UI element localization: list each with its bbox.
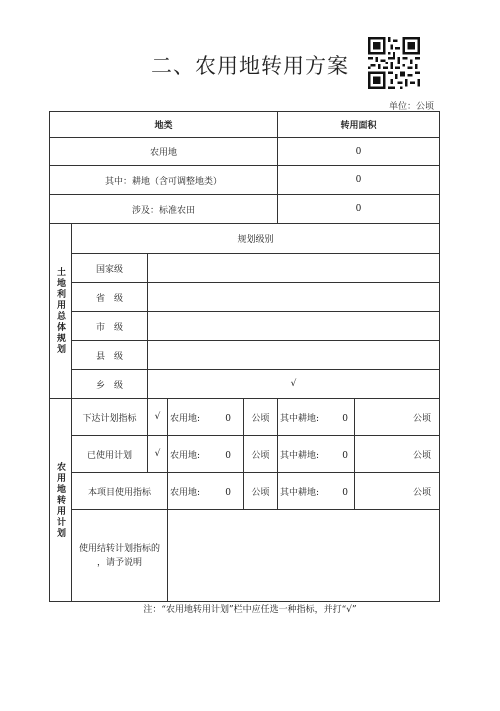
- farmland-value: 0: [225, 413, 231, 424]
- table-row: [50, 312, 440, 341]
- conversion-row-name: 已使用计划: [86, 450, 132, 461]
- farmland-value: 0: [225, 487, 231, 498]
- farmland-unit: 公顷: [244, 399, 278, 436]
- arable-label: 其中耕地:: [280, 487, 320, 498]
- farmland-unit: 公顷: [244, 473, 278, 510]
- table-row: [50, 195, 440, 224]
- farmland-label: 农用地:: [170, 450, 201, 461]
- conversion-row-label: [72, 473, 168, 510]
- plan-level-label: 市 级: [72, 312, 148, 341]
- farmland-value: 0: [225, 450, 231, 461]
- land-row-value: 0: [278, 166, 440, 195]
- header-category: 地类: [50, 112, 278, 138]
- plan-level-label: 国家级: [72, 254, 148, 283]
- land-row-label: 农用地: [50, 138, 278, 166]
- arable-label: 其中耕地:: [280, 413, 320, 424]
- page-title: 二、农用地转用方案: [151, 54, 349, 78]
- footnote: 注：“农用地转用计划”栏中应任选一种指标，并打“√”: [143, 605, 357, 615]
- carryover-note-line-2: ，请予说明: [96, 557, 142, 568]
- plan-level-mark: [148, 312, 440, 341]
- carryover-note-content: [168, 510, 440, 602]
- plan-level-label: 省 级: [72, 283, 148, 312]
- conversion-row-check: √: [148, 399, 168, 436]
- table-row: [50, 283, 440, 312]
- plan-level-label: 乡 级: [72, 370, 148, 399]
- conversion-row-label: [72, 436, 148, 473]
- conversion-row-label: [72, 399, 148, 436]
- plan-level-label: 县 级: [72, 341, 148, 370]
- table-row: [50, 473, 440, 510]
- qr-code-icon: [368, 37, 420, 89]
- table-header-row: [50, 112, 440, 138]
- plan-section-label: 土地利用总体规划: [50, 224, 72, 399]
- conversion-section-label: 农用地转用计划: [50, 399, 72, 602]
- arable-value: 0: [342, 413, 348, 424]
- table-row: [50, 341, 440, 370]
- table-row: [50, 138, 440, 166]
- arable-unit: 公顷: [355, 436, 440, 473]
- conversion-row-check: √: [148, 436, 168, 473]
- arable-unit: 公顷: [355, 399, 440, 436]
- conversion-row-name: 本项目使用指标: [87, 487, 151, 498]
- land-conversion-table: [49, 111, 440, 602]
- table-row: [50, 254, 440, 283]
- conversion-row-name: 下达计划指标: [82, 413, 137, 424]
- header-area: 转用面积: [278, 112, 440, 138]
- farmland-label: 农用地:: [170, 413, 201, 424]
- carryover-note-label: [72, 510, 168, 602]
- plan-header-row: [50, 224, 440, 254]
- plan-level-mark: [148, 341, 440, 370]
- arable-value: 0: [342, 450, 348, 461]
- table-row: [50, 370, 440, 399]
- arable-value: 0: [342, 487, 348, 498]
- plan-level-mark: [148, 254, 440, 283]
- arable-label: 其中耕地:: [280, 450, 320, 461]
- land-row-label: 涉及：标准农田: [50, 195, 278, 224]
- table-row: [50, 436, 440, 473]
- table-row: [50, 399, 440, 436]
- land-row-value: 0: [278, 138, 440, 166]
- arable-unit: 公顷: [355, 473, 440, 510]
- unit-label: 单位：公顷: [388, 102, 434, 112]
- farmland-label: 农用地:: [170, 487, 201, 498]
- table-row: [50, 510, 440, 602]
- carryover-note-line-1: 使用结转计划指标的: [78, 543, 160, 554]
- plan-level-mark: √: [148, 370, 440, 399]
- farmland-unit: 公顷: [244, 436, 278, 473]
- plan-level-header: 规划级别: [72, 224, 440, 254]
- plan-level-mark: [148, 283, 440, 312]
- table-row: [50, 166, 440, 195]
- land-row-label: 其中：耕地（含可调整地类）: [50, 166, 278, 195]
- land-row-value: 0: [278, 195, 440, 224]
